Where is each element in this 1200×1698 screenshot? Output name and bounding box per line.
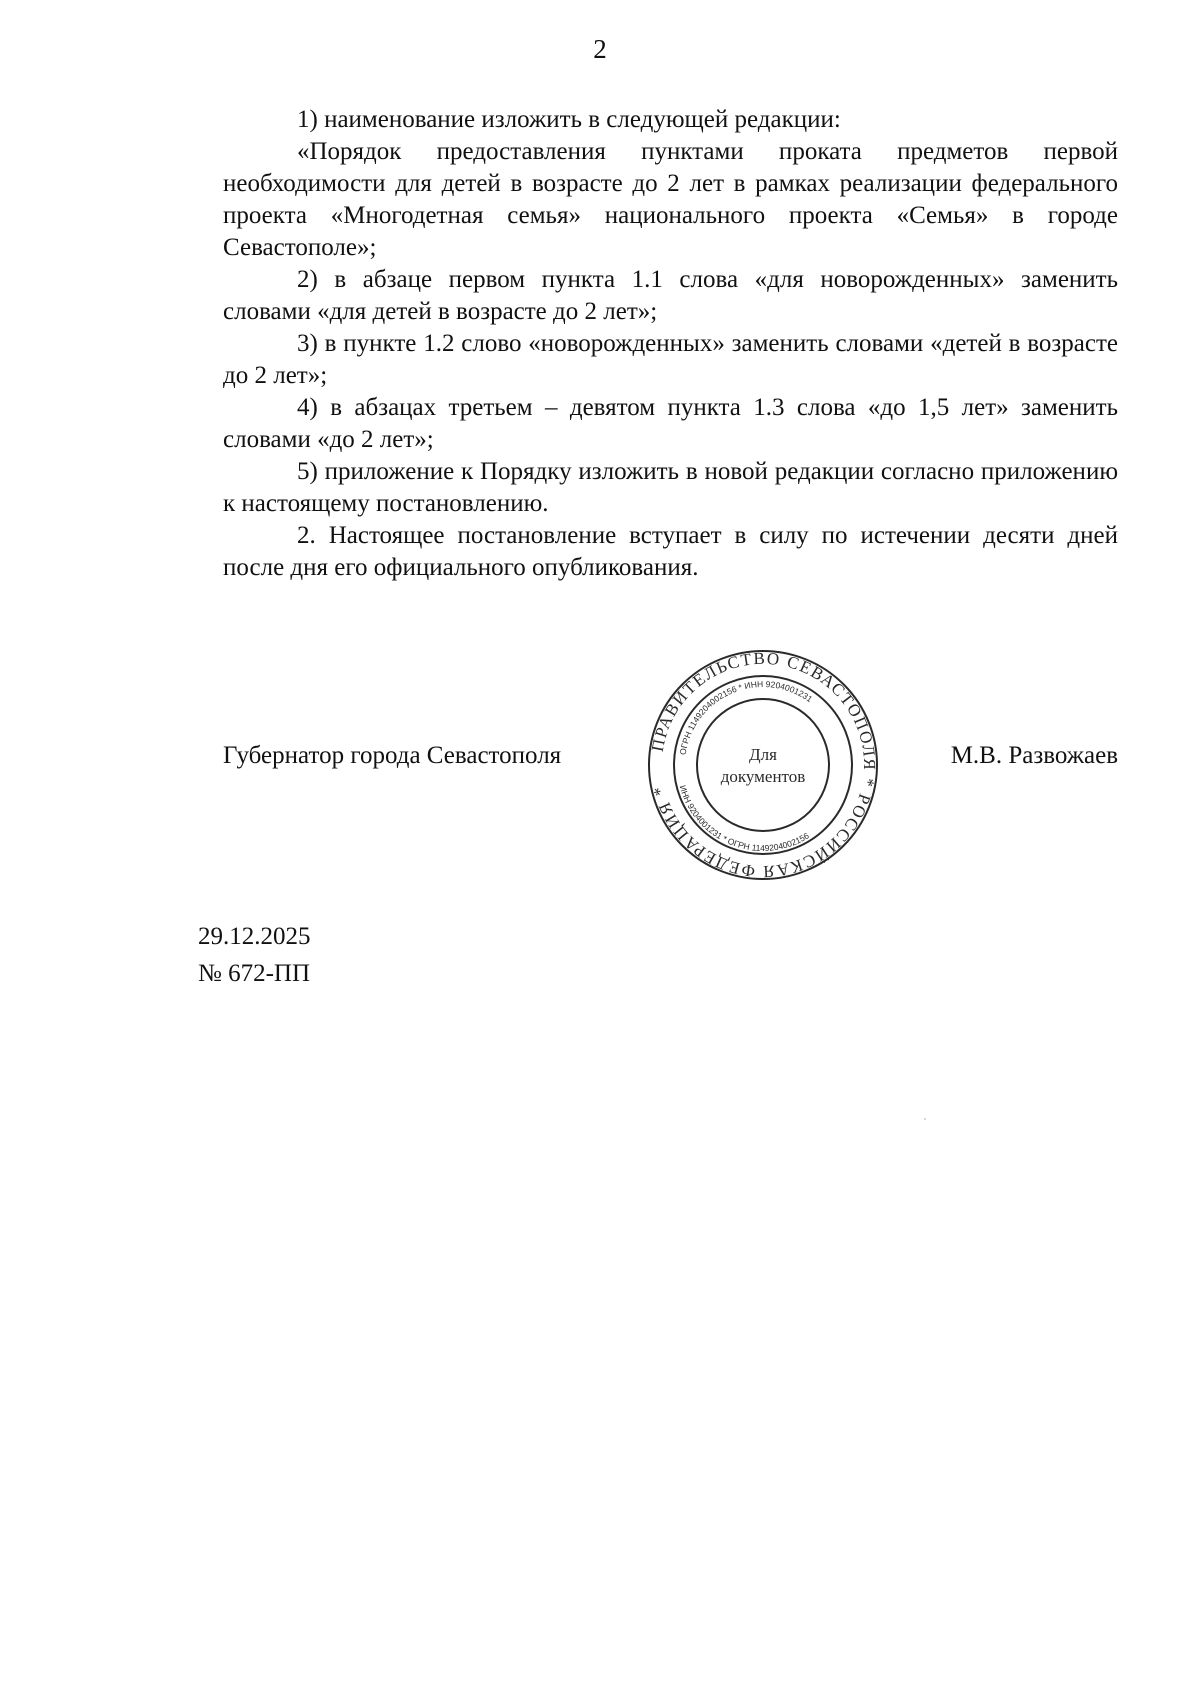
paragraph-new-title: «Порядок предоставления пунктами проката предметов первой необходимости для детей в возрасте до 2 лет в рамках реализации федерального проекта «Многодетная семья» национального проекта «Семья» в городе Севастополе»;	[223, 138, 1118, 261]
seal-registration-top: ОГРН 1149204002156 * ИНН 9204001231	[677, 678, 815, 756]
seal-middle-ring	[674, 676, 852, 854]
signatory-name: М.В. Развожаев	[950, 742, 1118, 769]
document-number: № 672-ПП	[198, 960, 311, 987]
seal-outer-text: ПРАВИТЕЛЬСТВО СЕВАСТОПОЛЯ * РОССИЙСКАЯ ФЕДЕРАЦИЯ *	[647, 648, 880, 882]
seal-inner-ring	[697, 699, 829, 831]
paragraph-amendment-2: 2) в абзаце первом пункта 1.1 слова «для новорожденных» заменить словами «для детей в возрасте до 2 лет»;	[223, 266, 1118, 325]
paragraph-effective-date: 2. Настоящее постановление вступает в силу по истечении десяти дней после дня его официального опубликования.	[223, 522, 1118, 581]
paragraph-amendment-1: 1) наименование изложить в следующей редакции:	[297, 106, 841, 133]
document-date: 29.12.2025	[198, 923, 311, 950]
official-seal-stamp	[643, 648, 883, 882]
page-number: 2	[593, 34, 607, 64]
paragraph-amendment-3: 3) в пункте 1.2 слово «новорожденных» заменить словами «детей в возрасте до 2 лет»;	[223, 330, 1118, 389]
seal-center-line-1: Для	[749, 745, 777, 764]
seal-registration-bottom: ИНН 9204001231 * ОГРН 1149204002156	[677, 784, 811, 854]
scan-speck	[924, 1118, 926, 1120]
seal-center-line-2: документов	[720, 767, 806, 786]
paragraph-amendment-5: 5) приложение к Порядку изложить в новой редакции согласно приложению к настоящему постановлению.	[223, 458, 1118, 517]
document-body	[223, 104, 1118, 584]
seal-graphic	[643, 648, 883, 882]
document-date-number-block	[198, 918, 311, 992]
paragraph-amendment-4: 4) в абзацах третьем – девятом пункта 1.3 слова «до 1,5 лет» заменить словами «до 2 лет»;	[223, 394, 1118, 453]
signatory-title: Губернатор города Севастополя	[223, 742, 562, 769]
